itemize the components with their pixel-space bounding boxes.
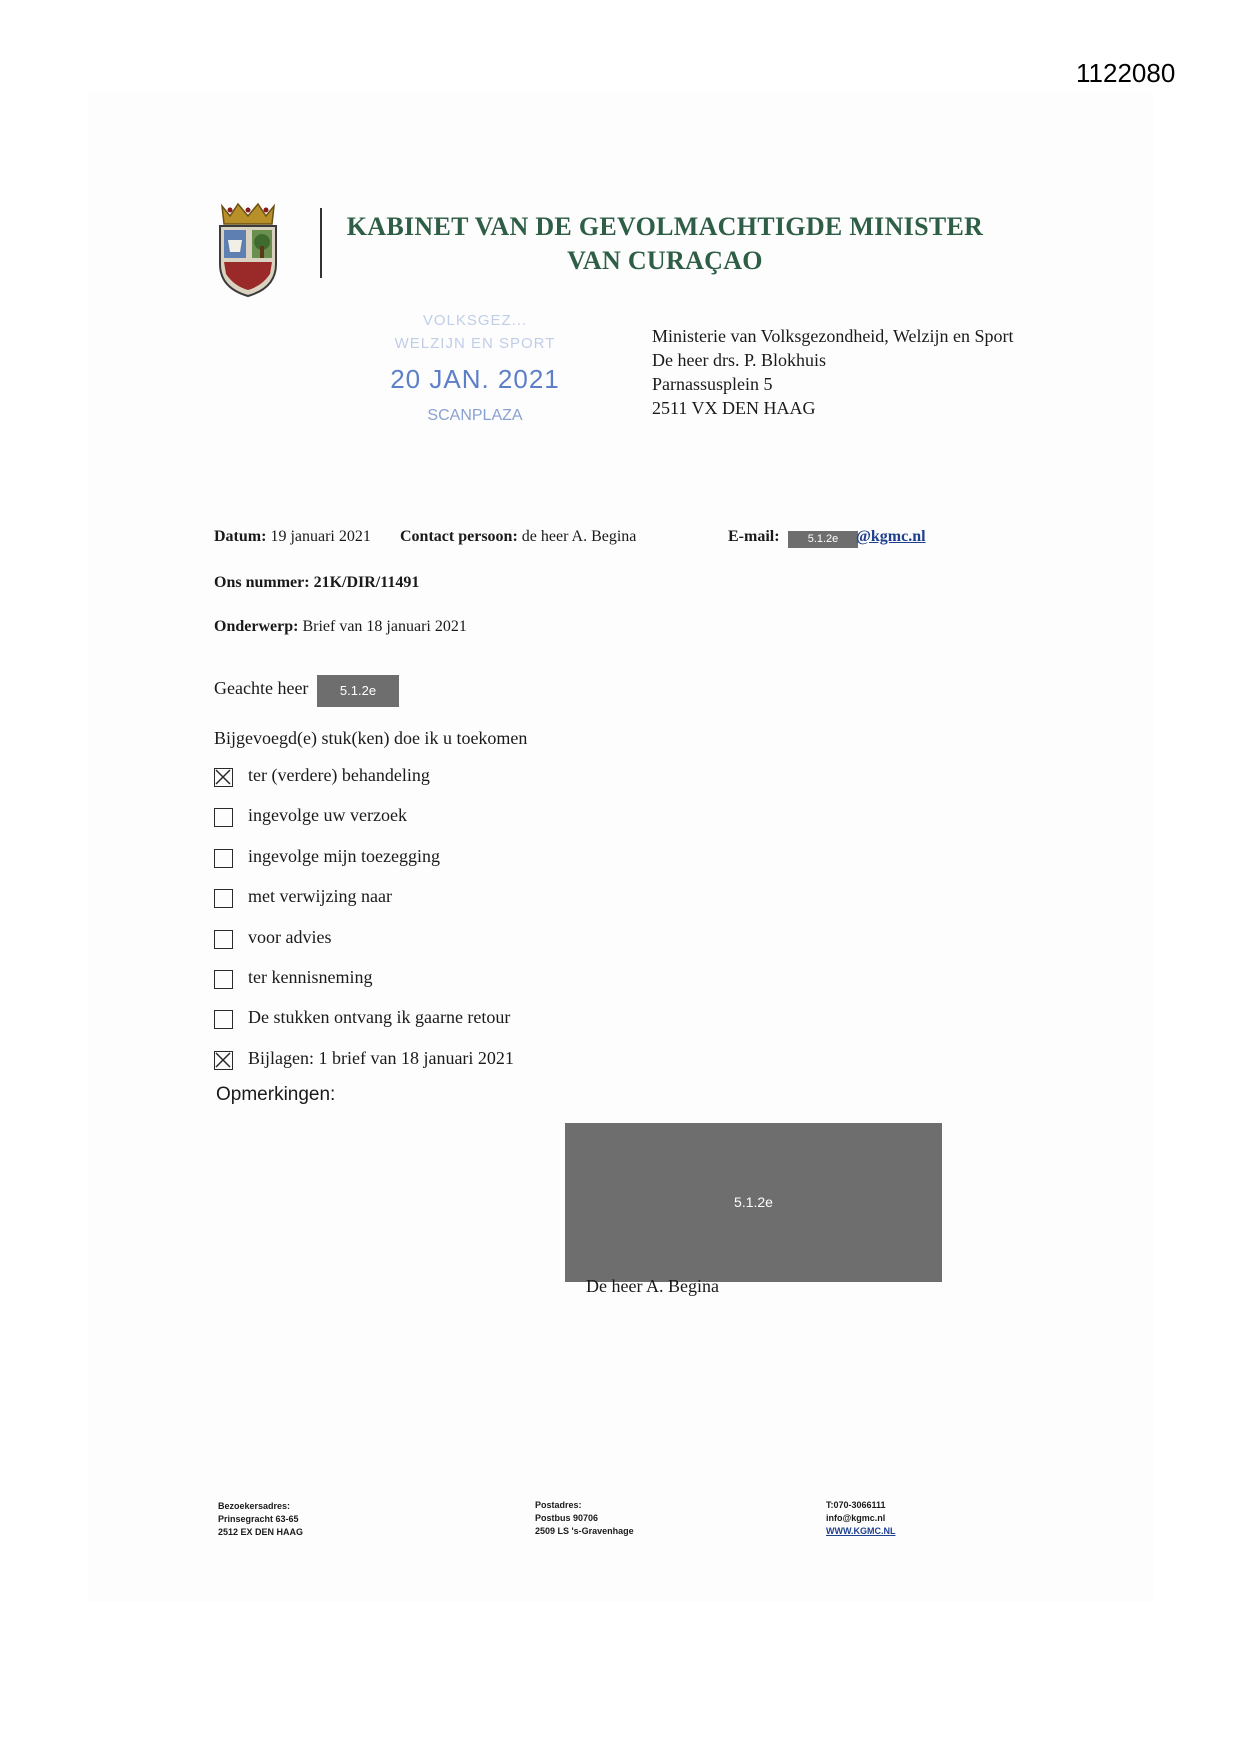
checkbox-label: ingevolge mijn toezegging [248, 846, 440, 866]
checkbox[interactable] [214, 808, 233, 827]
checkbox[interactable] [214, 768, 233, 787]
salutation: Geachte heer [214, 678, 309, 698]
footer-visit-line2: 2512 EX DEN HAAG [218, 1527, 304, 1537]
stamp-line2: WELZIJN EN SPORT [394, 335, 556, 352]
checkbox-label: ingevolge uw verzoek [248, 805, 407, 825]
document-number: 1122080 [1076, 58, 1176, 88]
reference-number-label: Ons nummer: [214, 574, 310, 591]
stamp-date: 20 JAN. 2021 [390, 364, 560, 394]
email-redaction: 5.1.2e [788, 531, 858, 548]
checkbox-label: ter kennisneming [248, 967, 373, 987]
remarks-label: Opmerkingen: [216, 1084, 336, 1105]
subject-value: Brief van 18 januari 2021 [302, 618, 467, 635]
salutation-redaction: 5.1.2e [317, 675, 399, 707]
footer-visit-address [218, 1500, 303, 1539]
recipient-line1: Ministerie van Volksgezondheid, Welzijn en Sport [652, 326, 1014, 346]
email-domain[interactable]: @kgmc.nl [856, 528, 926, 545]
subject-label: Onderwerp: [214, 618, 299, 635]
checkbox[interactable] [214, 930, 233, 949]
checkbox[interactable] [214, 849, 233, 868]
reference-number-value: 21K/DIR/11491 [313, 574, 420, 591]
footer-visit-label: Bezoekersadres: [218, 1501, 291, 1511]
contact-value: de heer A. Begina [521, 528, 637, 545]
footer-phone: T:070-3066111 [826, 1500, 886, 1510]
checkbox-label: voor advies [248, 927, 332, 947]
footer-website-link[interactable]: WWW.KGMC.NL [826, 1526, 896, 1536]
signature-redaction: 5.1.2e [565, 1123, 942, 1282]
intro-text: Bijgevoegd(e) stuk(ken) doe ik u toekomen [214, 728, 528, 748]
checkbox[interactable] [214, 889, 233, 908]
header-divider [320, 208, 322, 278]
contact-label: Contact persoon: [400, 528, 518, 545]
email-field [728, 528, 780, 546]
recipient-line4: 2511 VX DEN HAAG [652, 398, 816, 418]
received-stamp [380, 312, 570, 425]
date-label: Datum: [214, 528, 267, 545]
date-field [214, 528, 371, 546]
footer-contact [826, 1499, 895, 1538]
checkbox-label: met verwijzing naar [248, 886, 392, 906]
contact-field [400, 528, 636, 546]
letterhead-title-line2: VAN CURAÇAO [567, 246, 763, 275]
curacao-coat-of-arms-icon [212, 200, 284, 298]
stamp-line1: VOLKSGEZ... [422, 312, 528, 329]
footer-email[interactable]: info@kgmc.nl [826, 1513, 886, 1523]
recipient-line2: De heer drs. P. Blokhuis [652, 350, 826, 370]
subject-field [214, 618, 467, 636]
footer-postal-address [535, 1499, 634, 1538]
email-domain-link[interactable] [856, 528, 926, 546]
letterhead-title-line1: KABINET VAN DE GEVOLMACHTIGDE MINISTER [346, 212, 984, 241]
checkbox[interactable] [214, 970, 233, 989]
footer-visit-line1: Prinsegracht 63-65 [218, 1514, 299, 1524]
checkmark-x-icon [215, 769, 231, 785]
checkbox[interactable] [214, 1010, 233, 1029]
reference-number-field [214, 574, 419, 592]
footer-post-label: Postadres: [535, 1500, 582, 1510]
recipient-address [652, 324, 1014, 420]
checkbox-label: ter (verdere) behandeling [248, 765, 430, 785]
checkbox-label: Bijlagen: 1 brief van 18 januari 2021 [248, 1048, 514, 1068]
checkmark-x-icon [215, 1052, 231, 1068]
signatory-name: De heer A. Begina [586, 1276, 719, 1296]
footer-post-line2: 2509 LS 's-Gravenhage [535, 1526, 634, 1536]
checkbox[interactable] [214, 1051, 233, 1070]
checkbox-label: De stukken ontvang ik gaarne retour [248, 1007, 511, 1027]
email-label: E-mail: [728, 528, 780, 545]
stamp-line4: SCANPLAZA [427, 407, 523, 424]
recipient-line3: Parnassusplein 5 [652, 374, 773, 394]
footer-post-line1: Postbus 90706 [535, 1513, 599, 1523]
letterhead-title [340, 210, 990, 278]
date-value: 19 januari 2021 [270, 528, 371, 545]
